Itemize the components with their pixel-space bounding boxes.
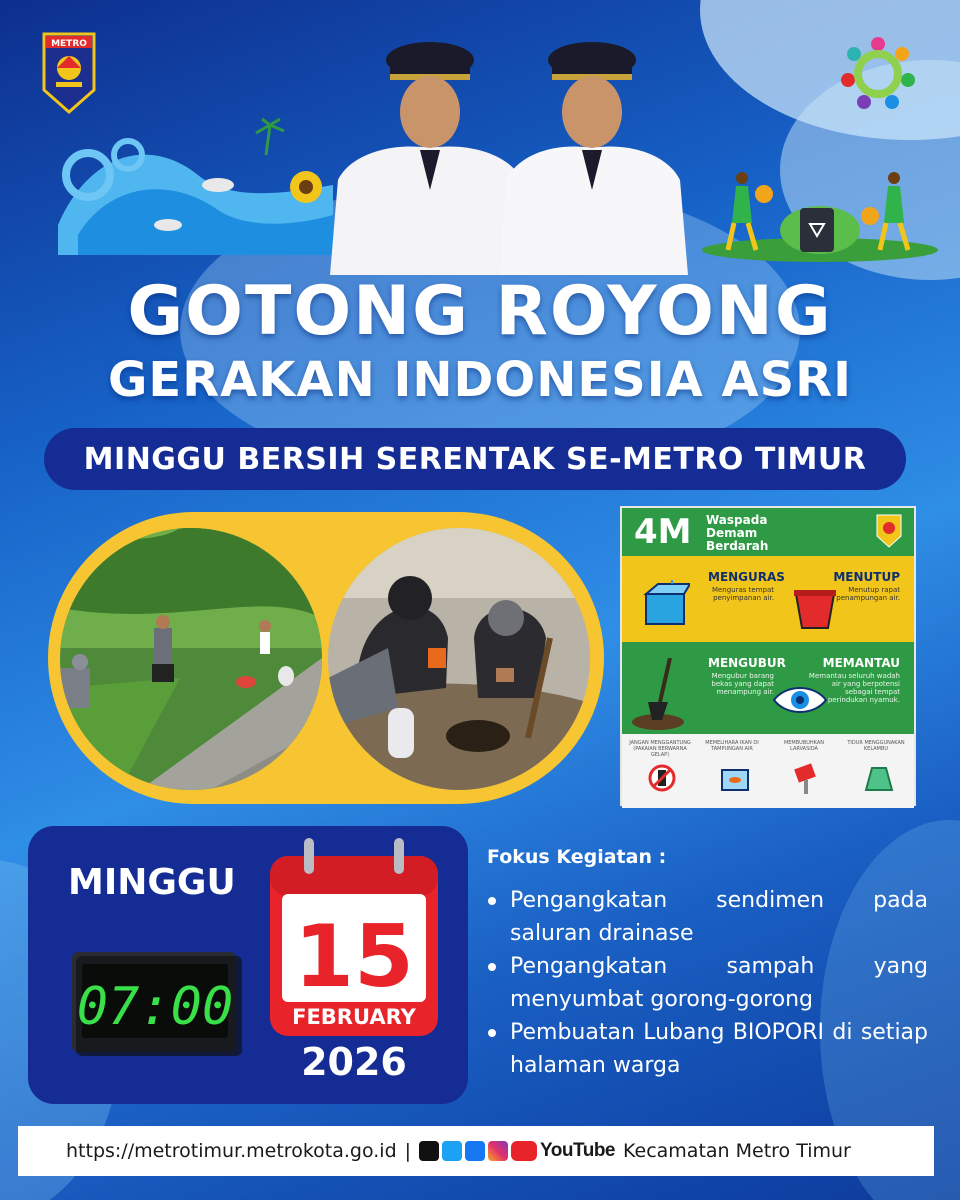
list-item: Pengangkatan sendimen pada saluran drainase — [484, 884, 928, 950]
footer-account: Kecamatan Metro Timur — [623, 1140, 851, 1162]
sub-title: GERAKAN INDONESIA ASRI — [108, 352, 852, 408]
poster-header — [622, 508, 914, 556]
facebook-icon[interactable] — [465, 1141, 485, 1161]
eye-icon — [772, 682, 828, 718]
poster-emblem-icon — [876, 514, 902, 548]
poster-subtitle: Waspada Demam Berdarah — [706, 513, 769, 553]
focus-list — [484, 884, 928, 1082]
calendar-date: 15 — [294, 907, 414, 1007]
event-day: MINGGU — [68, 862, 236, 903]
community-circle-icon — [838, 34, 918, 114]
mosquito-net-icon — [864, 764, 894, 792]
poster-green-band — [622, 642, 914, 734]
calendar-icon — [268, 838, 440, 1038]
poster-item-desc: Memantau seluruh wadah air yang berpotensi sebagai tempat perindukan nyamuk. — [808, 672, 900, 704]
event-year: 2026 — [301, 1040, 407, 1084]
list-item: Pengangkatan sampah yang menyumbat gorong-gorong — [484, 950, 928, 1016]
poster-item-label: MENUTUP — [833, 570, 900, 584]
no-hanging-clothes-icon — [648, 764, 676, 792]
website-link[interactable]: https://metrotimur.metrokota.go.id — [66, 1140, 397, 1162]
focus-title: Fokus Kegiatan : — [487, 846, 667, 868]
tiktok-icon[interactable] — [419, 1141, 439, 1161]
instagram-icon[interactable] — [488, 1141, 508, 1161]
bucket-icon — [792, 588, 838, 630]
officials-portrait — [330, 30, 695, 275]
metro-city-logo — [42, 32, 96, 114]
poster-item-label: MENGUBUR — [708, 656, 786, 670]
poster-item-label: MEMANTAU — [822, 656, 900, 670]
fish-tank-icon — [720, 764, 750, 792]
digital-clock — [72, 952, 242, 1058]
water-tank-icon — [640, 580, 690, 628]
dengue-4m-poster — [620, 506, 916, 806]
event-banner: MINGGU BERSIH SERENTAK SE-METRO TIMUR — [44, 428, 906, 490]
roadside-cleanup-photo — [60, 528, 322, 790]
poster-tip: MEMELIHARA IKAN DI TAMPUNGAN AIR — [705, 740, 759, 752]
poster-tip: TIDUR MENGGUNAKAN KELAMBU — [847, 740, 905, 752]
poster-4m-text: 4M — [634, 512, 692, 552]
cleanup-volunteers-illustration — [700, 168, 940, 263]
logo-text: METRO — [51, 39, 87, 49]
main-title: GOTONG ROYONG — [127, 272, 833, 351]
poster-item-desc: Menguras tempat penyimpanan air. — [711, 586, 774, 602]
poster-item-desc: Mengubur barang bekas yang dapat menampung air. — [711, 672, 774, 696]
poster-tip: MEMBUBUHKAN LARVASIDA — [783, 740, 825, 752]
youtube-wordmark: YouTube — [540, 1140, 615, 1161]
biopori-hole-photo — [328, 528, 590, 790]
larvicide-icon — [792, 762, 822, 794]
poster-item-desc: Menutup rapat penampungan air. — [836, 586, 900, 602]
footer-separator: | — [404, 1140, 412, 1162]
water-splash-illustration — [48, 115, 338, 265]
clock-time: 07:00 — [76, 977, 234, 1037]
youtube-icon[interactable] — [511, 1141, 537, 1161]
shovel-icon — [632, 658, 686, 730]
calendar-month: FEBRUARY — [292, 1005, 416, 1029]
poster-tips — [622, 734, 914, 808]
footer-bar — [18, 1126, 934, 1176]
poster-tip: JANGAN MENGGANTUNG (PAKAIAN BERWARNA GELAP) — [629, 740, 691, 758]
poster-yellow-band — [622, 556, 914, 642]
twitter-icon[interactable] — [442, 1141, 462, 1161]
list-item: Pembuatan Lubang BIOPORI di setiap halaman warga — [484, 1016, 928, 1082]
poster-item-label: MENGURAS — [708, 570, 785, 584]
